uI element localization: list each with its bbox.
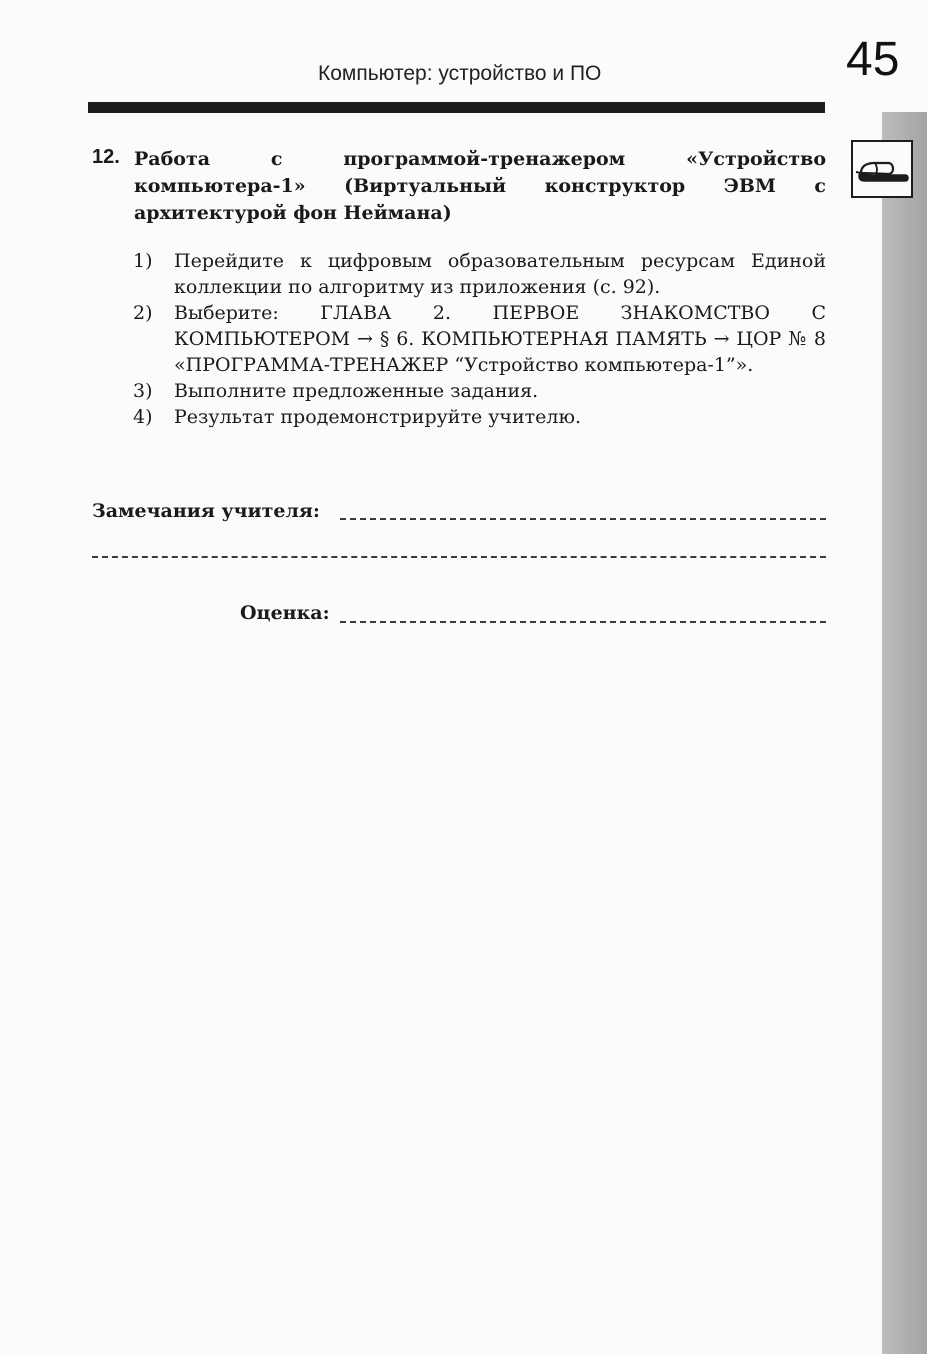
grade-line[interactable] (340, 621, 826, 623)
task-step (130, 300, 826, 378)
side-margin-strip (882, 112, 927, 1354)
step-text: Перейдите к цифровым образовательным ресурсам Единой коллекции по алгоритму из приложения (с. 92). (174, 250, 826, 298)
teacher-remarks-line[interactable] (92, 556, 826, 558)
step-text: Результат продемонстрируйте учителю. (174, 406, 582, 428)
task-step (130, 248, 826, 300)
header-rule (88, 102, 825, 113)
step-number: 3) (133, 380, 153, 402)
task-number: 12. (92, 146, 120, 168)
step-number: 1) (133, 250, 153, 272)
computer-mouse-icon (851, 140, 913, 198)
running-title: Компьютер: устройство и ПО (318, 62, 602, 85)
page-number: 45 (846, 33, 900, 86)
task-steps-list (130, 248, 826, 430)
step-text: Выполните предложенные задания. (174, 380, 539, 402)
task-title: Работа с программой-тренажером «Устройство компьютера-1» (Виртуальный конструктор ЭВМ с архитектурой фон Неймана) (134, 148, 826, 224)
task-step (130, 378, 826, 404)
task-step (130, 404, 826, 430)
step-text: Выберите: ГЛАВА 2. ПЕРВОЕ ЗНАКОМСТВО С КОМПЬЮТЕРОМ → § 6. КОМПЬЮТЕРНАЯ ПАМЯТЬ → ЦОР № 8 «ПРОГРАММА-ТРЕНАЖЕР “Устройство компьютера-1”». (174, 302, 826, 376)
teacher-remarks-label: Замечания учителя: (92, 500, 320, 522)
grade-label: Оценка: (240, 602, 330, 624)
step-number: 4) (133, 406, 153, 428)
step-number: 2) (133, 302, 153, 324)
teacher-remarks-line[interactable] (340, 518, 826, 520)
